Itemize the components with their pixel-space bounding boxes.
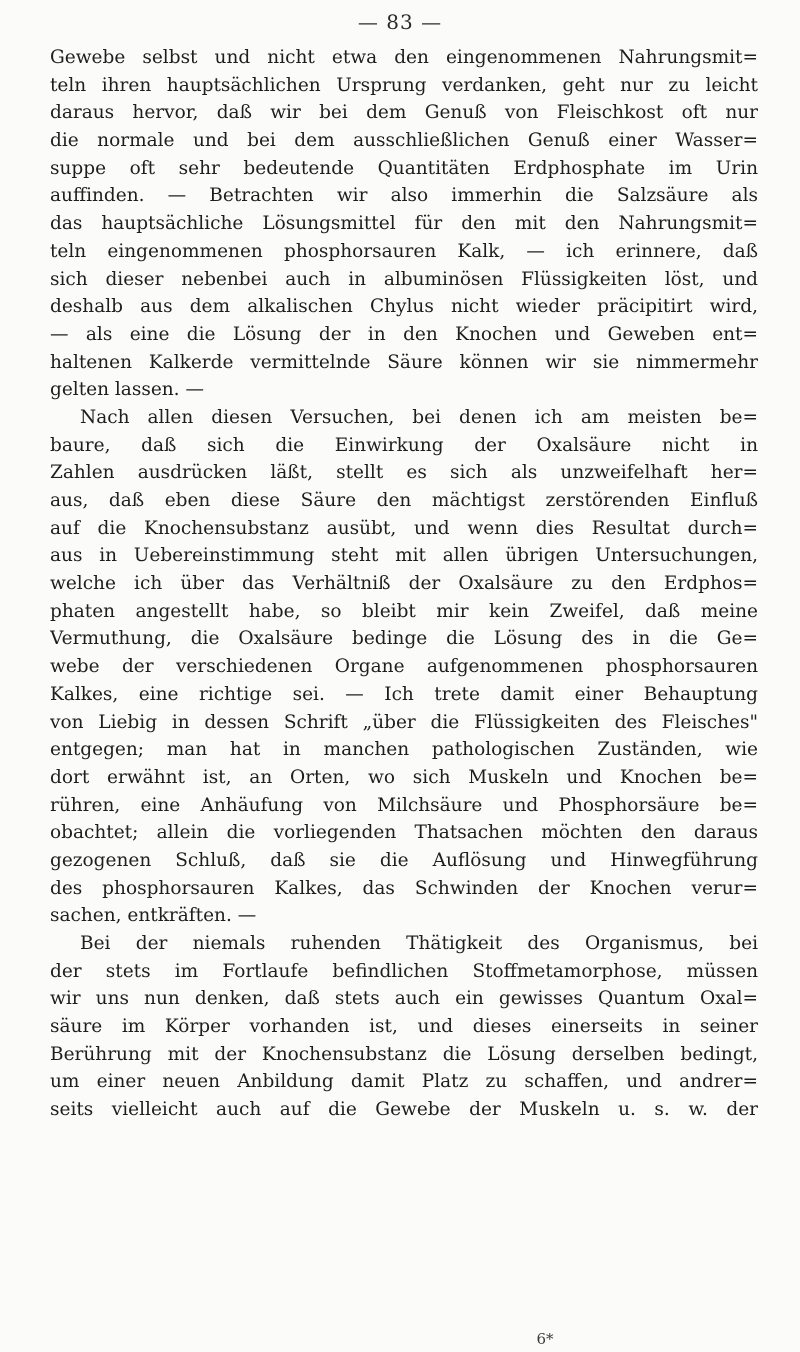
text-line: das hauptsächliche Lösungsmittel für den mit den Nahrungsmit= xyxy=(50,213,758,235)
text-line: seits vielleicht auch auf die Gewebe der Muskeln u. s. w. der xyxy=(50,1099,758,1121)
text-line: Gewebe selbst und nicht etwa den eingenommenen Nahrungsmit= xyxy=(50,47,758,68)
text-line: Nach allen diesen Versuchen, bei denen ich am meisten be= xyxy=(80,406,758,428)
page-number: — 83 — xyxy=(357,10,443,34)
text-line: auf die Knochensubstanz ausübt, und wenn dies Resultat durch= xyxy=(50,517,758,539)
text-line: Bei der niemals ruhenden Thätigkeit des Organismus, bei xyxy=(80,933,758,954)
text-line: sachen, entkräften. — xyxy=(50,905,257,927)
text-line: — als eine die Lösung der in den Knochen und Geweben ent= xyxy=(50,323,758,345)
text-line: entgegen; man hat in manchen pathologischen Zuständen, wie xyxy=(50,739,758,761)
text-line: Kalkes, eine richtige sei. — Ich trete damit einer Behauptung xyxy=(50,683,758,705)
text-line: suppe oft sehr bedeutende Quantitäten Erdphosphate im Urin xyxy=(50,157,758,179)
text-line: sich dieser nebenbei auch in albuminösen Flüssigkeiten löst, und xyxy=(50,268,758,290)
text-line: um einer neuen Anbildung damit Platz zu schaffen, und andrer= xyxy=(50,1071,758,1093)
text-line: haltenen Kalkerde vermittelnde Säure können wir sie nimmermehr xyxy=(50,351,758,373)
text-line: von Liebig in dessen Schrift „über die Flüssigkeiten des Fleisches" xyxy=(50,711,758,733)
text-line: welche ich über das Verhältniß der Oxalsäure zu den Erdphos= xyxy=(50,573,758,595)
text-line: aus, daß eben diese Säure den mächtigst zerstörenden Einfluß xyxy=(50,490,758,511)
text-line: die normale und bei dem ausschließlichen Genuß einer Wasser= xyxy=(50,130,758,152)
text-line: baure, daß sich die Einwirkung der Oxalsäure nicht in xyxy=(50,434,758,456)
text-line: Berührung mit der Knochensubstanz die Lösung derselben bedingt, xyxy=(50,1043,758,1065)
text-line: teln ihren hauptsächlichen Ursprung verdanken, geht nur zu leicht xyxy=(50,74,758,96)
signature-text: 6* xyxy=(536,1330,554,1348)
text-line: Vermuthung, die Oxalsäure bedinge die Lösung des in die Ge= xyxy=(50,628,758,650)
text-line: obachtet; allein die vorliegenden Thatsachen möchten den daraus xyxy=(50,822,758,844)
text-line: aus in Uebereinstimmung steht mit allen übrigen Untersuchungen, xyxy=(50,545,758,567)
body-text xyxy=(50,44,758,1124)
text-line: rühren, eine Anhäufung von Milchsäure und Phosphorsäure be= xyxy=(50,794,758,816)
text-line: teln eingenommenen phosphorsauren Kalk, — ich erinnere, daß xyxy=(50,240,758,262)
signature-mark xyxy=(0,1330,800,1348)
text-line: Zahlen ausdrücken läßt, stellt es sich als unzweifelhaft her= xyxy=(50,462,758,484)
text-line: der stets im Fortlaufe befindlichen Stoffmetamorphose, müssen xyxy=(50,960,758,982)
text-line: wir uns nun denken, daß stets auch ein gewisses Quantum Oxal= xyxy=(50,988,758,1010)
text-line: des phosphorsauren Kalkes, das Schwinden der Knochen verur= xyxy=(50,877,758,899)
text-line: webe der verschiedenen Organe aufgenommenen phosphorsauren xyxy=(50,656,758,678)
text-line: auffinden. — Betrachten wir also immerhin die Salzsäure als xyxy=(50,185,758,207)
text-line: phaten angestellt habe, so bleibt mir kein Zweifel, daß meine xyxy=(50,600,758,622)
text-line: gelten lassen. — xyxy=(50,379,204,401)
text-line: säure im Körper vorhanden ist, und dieses einerseits in seiner xyxy=(50,1016,758,1038)
text-line: dort erwähnt ist, an Orten, wo sich Muskeln und Knochen be= xyxy=(50,766,758,788)
text-line: deshalb aus dem alkalischen Chylus nicht wieder präcipitirt wird, xyxy=(50,296,758,318)
text-line: gezogenen Schluß, daß sie die Auflösung und Hinwegführung xyxy=(50,849,758,871)
text-line: daraus hervor, daß wir bei dem Genuß von Fleischkost oft nur xyxy=(50,102,758,124)
